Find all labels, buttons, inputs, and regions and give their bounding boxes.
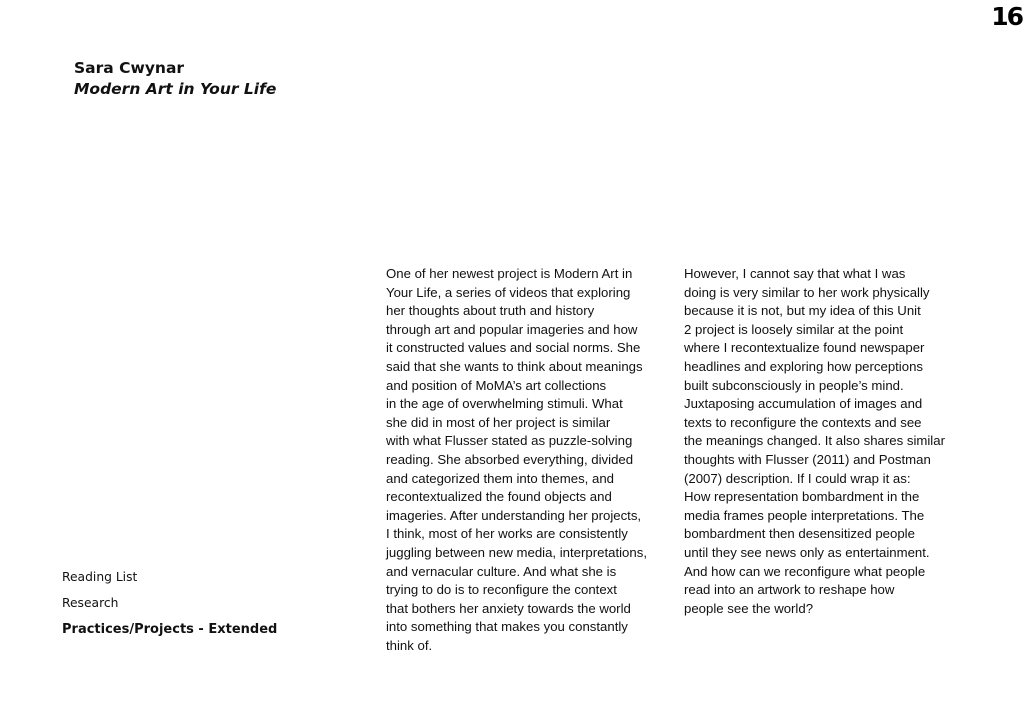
text-line: However, I cannot say that what I was [684,266,906,281]
text-line: said that she wants to think about meanings [386,358,643,374]
text-line: the meanings changed. It also shares similar [684,433,945,449]
text-line: and position of MoMA’s art collections [386,377,607,393]
text-line: reading. She absorbed everything, divided [386,451,634,467]
work-title: Modern Art in Your Life [74,80,277,98]
text-line: One of her newest project is Modern Art in [386,266,633,281]
text-line: into something that makes you constantly [386,619,628,635]
text-line: Your Life, a series of videos that exploring [386,284,631,300]
text-line: because it is not, but my idea of this Unit [684,303,921,319]
text-line: headlines and exploring how perceptions [684,358,924,374]
text-line: recontextualized the found objects and [386,489,612,505]
text-line: it constructed values and social norms. She [386,340,641,356]
text-line: and vernacular culture. And what she is [386,563,617,579]
text-line: with what Flusser stated as puzzle-solving [386,433,633,449]
body-text-left-column [386,265,671,655]
text-line: doing is very similar to her work physically [684,284,930,300]
nav-item-research[interactable]: Research [62,596,119,610]
text-line: she did in most of her project is similar [386,414,611,430]
text-line: 2 project is loosely similar at the point [684,321,904,337]
text-line: I think, most of her works are consistently [386,526,628,542]
text-line: juggling between new media, interpretations, [386,544,647,560]
text-line: How representation bombardment in the [684,489,920,505]
text-line: where I recontextualize found newspaper [684,340,925,356]
text-line: that bothers her anxiety towards the world [386,600,631,616]
text-line: Juxtaposing accumulation of images and [684,396,923,412]
text-line: trying to do is to reconfigure the context [386,582,617,598]
nav-item-reading-list[interactable]: Reading List [62,570,138,584]
text-line: And how can we reconfigure what people [684,563,926,579]
text-line: and categorized them into themes, and [386,470,614,486]
page-header [74,58,276,100]
text-line: built subconsciously in people’s mind. [684,377,904,393]
artist-name: Sara Cwynar [74,59,185,77]
nav-item-practices-projects-extended[interactable]: Practices/Projects - Extended [62,622,278,637]
text-line: read into an artwork to reshape how [684,582,895,598]
text-line: until they see news only as entertainment. [684,544,930,560]
text-line: in the age of overwhelming stimuli. What [386,396,623,412]
text-line: people see the world? [684,600,814,616]
text-line: (2007) description. If I could wrap it as: [684,470,911,486]
text-line: her thoughts about truth and history [386,303,595,319]
section-nav [62,569,277,647]
text-line: through art and popular imageries and how [386,321,638,337]
body-text-right-column [684,265,969,618]
text-line: bombardment then desensitized people [684,526,915,542]
text-line: think of. [386,637,433,653]
text-line: imageries. After understanding her projects, [386,507,642,523]
page-number: 16 [991,2,1022,31]
text-line: media frames people interpretations. The [684,507,925,523]
text-line: thoughts with Flusser (2011) and Postman [684,451,931,467]
text-line: texts to reconfigure the contexts and see [684,414,922,430]
